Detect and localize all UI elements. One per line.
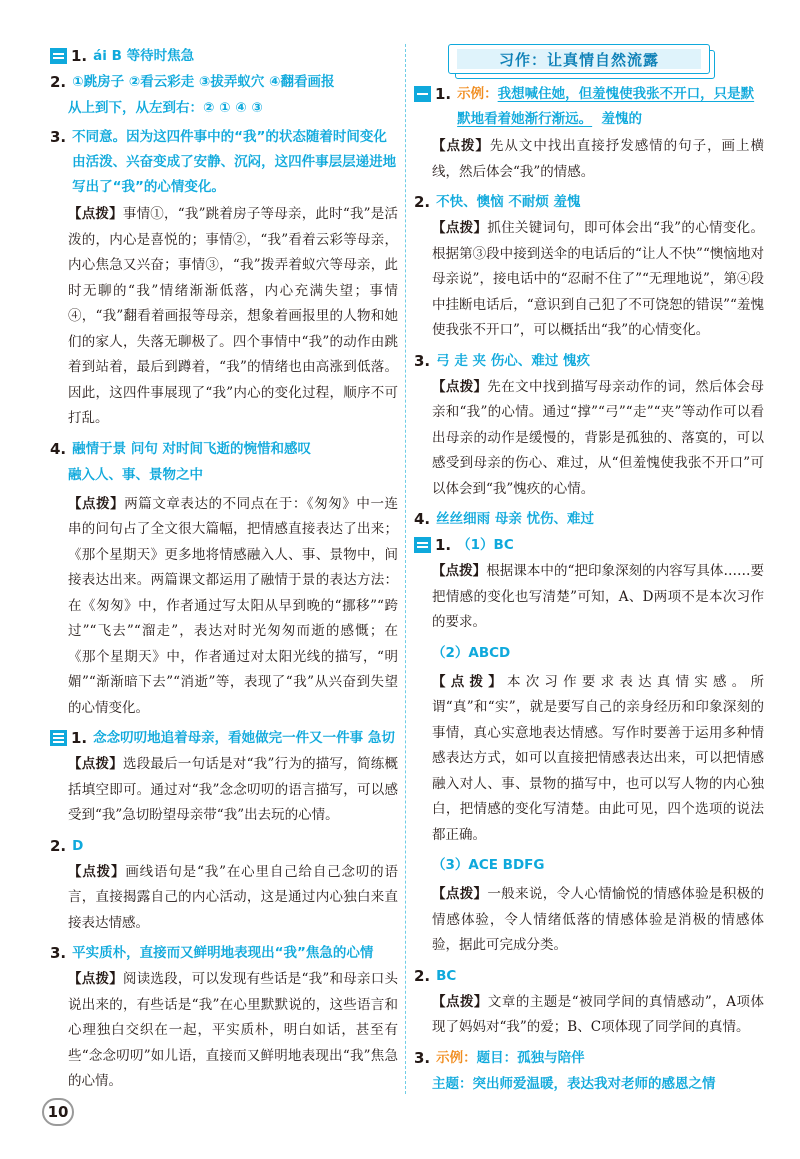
answer-text: 融情于景 问句 对时间飞逝的惋惜和感叹 bbox=[72, 440, 312, 457]
page-number: 10 bbox=[42, 1098, 74, 1126]
answer-word: 羞愧的 bbox=[601, 111, 643, 127]
tip-text: 选段最后一句话是对“我”行为的描写，简练概括填空即可。通过对“我”念念叨叨的语言描写，可以感受到“我”急切盼望母亲带“我”出去玩的心情。 bbox=[68, 756, 398, 823]
tip-text: 抓住关键词句，即可体会出“我”的心情变化。根据第③段中接到送伞的电话后的“让人不快”“懊恼地对母亲说”，接电话中的“忍耐不住了”“无理地说”，第④段中挂断电话后，“意识到自己犯了不可饶恕的错误”“羞愧使我张不开口”，可以概括出“我”的心情变化。 bbox=[432, 220, 764, 338]
tip-paragraph bbox=[414, 375, 764, 503]
tip-text: 先从文中找出直接抒发感情的句子，画上横线，然后体会“我”的情感。 bbox=[432, 138, 765, 180]
question-number: 3. bbox=[50, 944, 67, 962]
sub-answer: （3）ACE BDFG bbox=[432, 857, 545, 873]
section-three-icon bbox=[50, 730, 67, 746]
answer-text: 丝丝细雨 母亲 忧伤、难过 bbox=[436, 511, 595, 527]
question-number: 3. bbox=[50, 128, 67, 146]
right-s2-q3 bbox=[414, 1046, 764, 1070]
question-number: 3. bbox=[414, 351, 431, 370]
tip-label: 【点拨】 bbox=[432, 993, 488, 1010]
tip-label: 【点拨】 bbox=[432, 138, 490, 154]
tip-paragraph bbox=[50, 492, 398, 722]
tip-text: 两篇文章表达的不同点在于：《匆匆》中一连串的问句占了全文很大篇幅，把情感直接表达了出来；《那个星期天》更多地将情感融入人、事、景物中，间接表达出来。两篇课文都运用了融情于景的表达方法：在《匆匆》中，作者通过写太阳从早到晚的“挪移”“跨过”“飞去”“溜走”，表达对时光匆匆而逝的感慨；在《那个星期天》中，作者通过对太阳光线的描写，“明媚”“渐渐暗下去”“消逝”等，表现了“我”从兴奋到失望的心情变化。 bbox=[68, 495, 399, 716]
answer-text: 念念叨叨地追着母亲，看她做完一件又一件事 急切 bbox=[93, 730, 395, 746]
tip-text: 一般来说，令人心情愉悦的情感体验是积极的情感体验，令人情绪低落的情感体验是消极的情感体验，据此可完成分类。 bbox=[432, 886, 765, 953]
question-number: 1. bbox=[435, 536, 452, 554]
question-number: 4. bbox=[414, 510, 431, 528]
tip-text: 根据课本中的“把印象深刻的内容写具体……要把情感的变化也写清楚”可知，A、D两项不是本次习作的要求。 bbox=[432, 563, 765, 630]
tip-label: 【点拨】 bbox=[432, 378, 488, 395]
tip-label: 【点拨】 bbox=[432, 673, 507, 690]
left-s3-q3 bbox=[50, 941, 398, 965]
question-number: 2. bbox=[50, 836, 67, 855]
section-two-icon bbox=[414, 537, 431, 553]
tip-label: 【点拨】 bbox=[68, 863, 126, 880]
example-label: 示例： bbox=[436, 1049, 477, 1066]
question-number: 1. bbox=[71, 729, 88, 747]
tip-label: 【点拨】 bbox=[432, 220, 488, 236]
sub-answer: （2）ABCD bbox=[432, 644, 511, 661]
tip-text: 文章的主题是“被同学间的真情感动”，A项体现了妈妈对“我”的爱；B、C项体现了同学间的真情。 bbox=[432, 993, 764, 1035]
question-number: 4. bbox=[50, 439, 67, 458]
tip-paragraph bbox=[414, 882, 764, 959]
answer-text: 融入人、事、景物之中 bbox=[68, 466, 203, 483]
tip-label: 【点拨】 bbox=[68, 971, 123, 987]
tip-paragraph bbox=[50, 752, 398, 829]
tip-paragraph bbox=[414, 559, 764, 636]
tip-text: 画线语句是“我”在心里自己给自己念叨的语言，直接揭露自己的内心活动，这是通过内心独白来直接表达情感。 bbox=[68, 863, 398, 931]
left-column bbox=[50, 44, 398, 1100]
answer-text: 弓 走 夹 伤心、难过 愧疚 bbox=[436, 352, 590, 369]
answer-title: 题目：孤独与陪伴 bbox=[476, 1049, 585, 1066]
left-s1-q3 bbox=[50, 125, 398, 200]
question-number: 1. bbox=[435, 85, 452, 103]
right-s1-q2 bbox=[414, 190, 764, 214]
answer-text: D bbox=[72, 837, 84, 854]
right-s1-q3 bbox=[414, 349, 764, 373]
answer-text: 从上到下，从左到右：② ① ④ ③ bbox=[68, 100, 263, 116]
tip-paragraph bbox=[414, 216, 764, 344]
question-number: 2. bbox=[50, 73, 67, 91]
answer-sentence: 我想喊住她，但羞愧使我张不开口，只是默默地看着她渐行渐远。 bbox=[457, 86, 755, 127]
tip-label: 【点拨】 bbox=[432, 886, 488, 902]
tip-label: 【点拨】 bbox=[432, 563, 487, 579]
column-divider bbox=[405, 44, 406, 1094]
tip-text: 事情①，“我”跳着房子等母亲，此时“我”是活泼的，内心是喜悦的；事情②，“我”看着云彩等母亲，内心焦急又兴奋；事情③，“我”拨弄着蚁穴等母亲，此时无聊的“我”情绪渐渐低落，内心充满失望；事情④，“我”翻看着画报等母亲，想象着画报里的人物和她们的家人，失落无聊极了。四个事情中“我”的动作由跳着到站着，最后到蹲着，“我”的情绪也由高涨到低落。因此，这四件事展现了“我”内心的变化过程，顺序不可打乱。 bbox=[68, 206, 399, 426]
tip-label: 【点拨】 bbox=[68, 206, 123, 222]
answer-text: BC bbox=[436, 967, 457, 984]
sub-answer: （1）BC bbox=[457, 537, 514, 553]
tip-paragraph bbox=[414, 990, 764, 1041]
question-number: 2. bbox=[414, 966, 431, 985]
section-title: 习作：让真情自然流露 bbox=[457, 49, 701, 69]
right-s1-q1 bbox=[414, 82, 764, 132]
tip-label: 【点拨】 bbox=[68, 756, 123, 772]
question-number: 3. bbox=[414, 1048, 431, 1067]
right-column bbox=[414, 44, 764, 1101]
left-s3-q1 bbox=[50, 726, 398, 750]
tip-text: 先在文中找到描写母亲动作的词，然后体会母亲和“我”的心情。通过“撑”“弓”“走”“夹”等动作可以看出母亲的动作是缓慢的，背影是孤独的、落寞的，可以感受到母亲的伤心、难过，从“但羞愧使我张不开口”可以体会到“我”愧疚的心情。 bbox=[432, 378, 765, 497]
tip-paragraph bbox=[414, 134, 764, 185]
answer-theme: 主题：突出师爱温暖，表达我对老师的感恩之情 bbox=[432, 1075, 716, 1092]
answer-text: ái B 等待时焦急 bbox=[93, 48, 195, 64]
answer-text: 不同意。因为这四件事中的“我”的状态随着时间变化由活泼、兴奋变成了安静、沉闷，这四件事层层递进地写出了“我”的心情变化。 bbox=[72, 129, 397, 195]
question-number: 1. bbox=[71, 47, 88, 65]
answer-text: 不快、懊恼 不耐烦 羞愧 bbox=[436, 194, 581, 210]
tip-paragraph bbox=[50, 967, 398, 1095]
example-label: 示例： bbox=[457, 86, 498, 102]
answer-text bbox=[436, 1046, 764, 1070]
answer-text bbox=[457, 82, 764, 132]
section-one-icon bbox=[414, 86, 431, 102]
section-two-icon bbox=[50, 48, 67, 64]
section-title-banner bbox=[448, 44, 710, 74]
answer-text: 平实质朴，直接而又鲜明地表现出“我”焦急的心情 bbox=[72, 945, 374, 961]
left-s1-q2 bbox=[50, 70, 398, 94]
tip-label: 【点拨】 bbox=[68, 495, 125, 512]
left-s3-q2 bbox=[50, 834, 398, 858]
question-number: 2. bbox=[414, 193, 431, 211]
right-s2-q2 bbox=[414, 964, 764, 988]
tip-text: 本次习作要求表达真情实感。所谓“真”和“实”，就是要写自己的亲身经历和印象深刻的事情，真心实意地表达情感。写作时要善于运用多种情感表达方式，如可以直接把情感表达出来，可以把情感融入对人、事、景物的描写中，也可以写人物的内心独白，把情感的变化写清楚。由此可见，四个选项的说法都正确。 bbox=[432, 673, 765, 843]
left-s1-q1 bbox=[50, 44, 398, 68]
left-s1-q4 bbox=[50, 437, 398, 461]
tip-paragraph bbox=[414, 670, 764, 849]
tip-paragraph bbox=[50, 860, 398, 937]
tip-text: 阅读选段，可以发现有些话是“我”和母亲口头说出来的，有些话是“我”在心里默默说的，这些语言和心理独白交织在一起，平实质朴，明白如话，甚至有些“念念叨叨”如儿语，直接而又鲜明地表现出“我”焦急的心情。 bbox=[68, 971, 398, 1089]
answer-text: ①跳房子 ②看云彩走 ③拔弄蚁穴 ④翻看画报 bbox=[72, 74, 335, 90]
right-s2-q1 bbox=[414, 533, 764, 557]
tip-paragraph bbox=[50, 202, 398, 432]
right-s1-q4 bbox=[414, 507, 764, 531]
